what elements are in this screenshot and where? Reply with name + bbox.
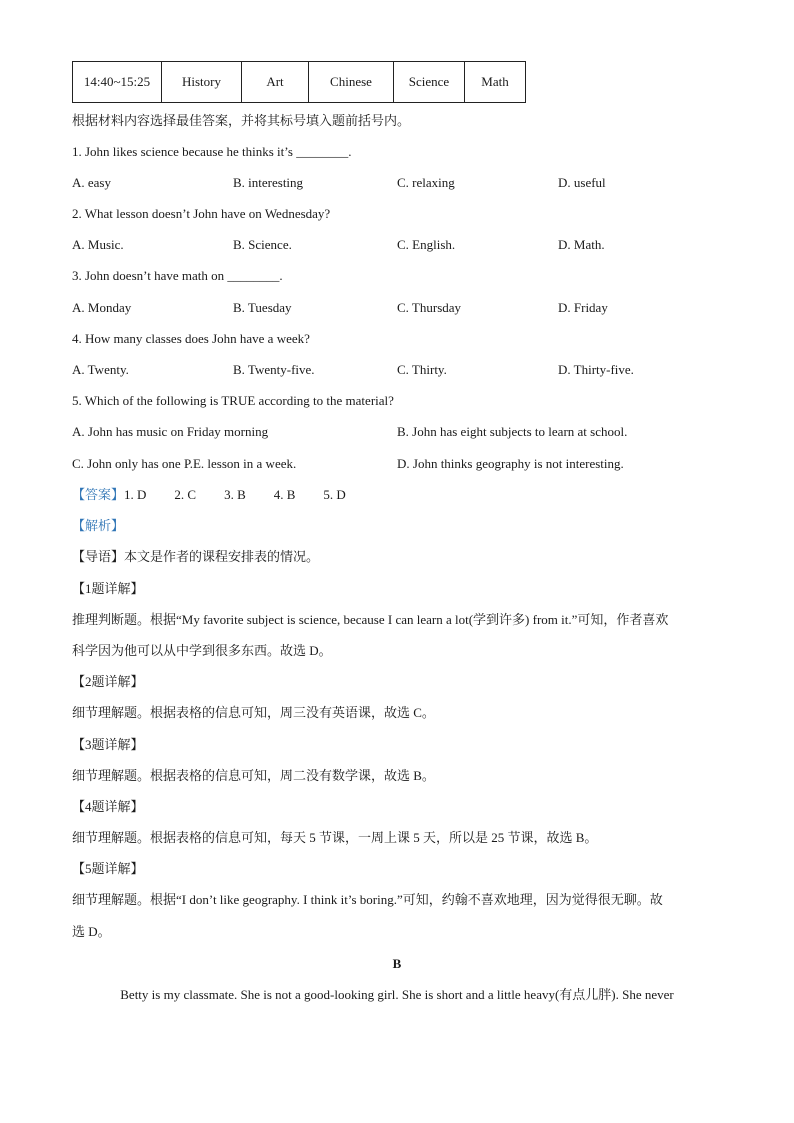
schedule-table	[72, 61, 526, 103]
answer-line	[72, 486, 346, 504]
question-stem: 3. John doesn’t have math on ________.	[72, 268, 283, 283]
answer-tag: 【答案】	[72, 487, 125, 502]
guide-text: 【导语】本文是作者的课程安排表的情况。	[72, 549, 320, 564]
option: D. useful	[558, 175, 606, 190]
option: A. easy	[72, 175, 111, 190]
option: D. Math.	[558, 237, 605, 252]
schedule-cell: Chinese	[309, 62, 394, 103]
answer-item: 1. D	[124, 487, 147, 502]
detail-heading: 【2题详解】	[72, 674, 144, 689]
option: B. Science.	[233, 237, 292, 252]
detail-text: 细节理解题。根据表格的信息可知，每天 5 节课，一周上课 5 天，所以是 25 节课，故选 B。	[72, 830, 598, 845]
schedule-row	[73, 62, 526, 103]
option: C. relaxing	[397, 175, 455, 190]
question-stem: 4. How many classes does John have a week?	[72, 331, 310, 346]
analysis-tag: 【解析】	[72, 518, 125, 533]
detail-text: 细节理解题。根据表格的信息可知，周二没有数学课，故选 B。	[72, 768, 435, 783]
detail-heading: 【3题详解】	[72, 737, 144, 752]
option: D. Thirty-five.	[558, 362, 634, 377]
instruction-text: 根据材料内容选择最佳答案，并将其标号填入题前括号内。	[72, 113, 411, 128]
schedule-cell: Science	[394, 62, 465, 103]
schedule-cell: History	[162, 62, 242, 103]
question-stem: 5. Which of the following is TRUE according to the material?	[72, 393, 394, 408]
option: B. John has eight subjects to learn at school.	[397, 424, 628, 439]
detail-text: 细节理解题。根据“I don’t like geography. I think it’s boring.”可知，约翰不喜欢地理，因为觉得很无聊。故	[72, 892, 663, 907]
schedule-cell: Art	[242, 62, 309, 103]
answer-item: 3. B	[224, 487, 246, 502]
option: B. Tuesday	[233, 300, 292, 315]
option: A. Monday	[72, 300, 132, 315]
passage-line: Betty is my classmate. She is not a good-looking girl. She is short and a little heavy(有点儿胖). She never	[120, 987, 674, 1002]
option: C. Thursday	[397, 300, 462, 315]
option: C. English.	[397, 237, 456, 252]
detail-text: 选 D。	[72, 924, 111, 939]
option: B. interesting	[233, 175, 304, 190]
option: A. John has music on Friday morning	[72, 424, 269, 439]
detail-text: 细节理解题。根据表格的信息可知，周三没有英语课，故选 C。	[72, 705, 435, 720]
detail-text: 推理判断题。根据“My favorite subject is science, because I can learn a lot(学到许多) from it.”可知，作者喜欢	[72, 612, 669, 627]
option: A. Music.	[72, 237, 124, 252]
option: C. John only has one P.E. lesson in a week.	[72, 456, 297, 471]
option: D. Friday	[558, 300, 608, 315]
question-stem: 1. John likes science because he thinks it’s ________.	[72, 144, 352, 159]
detail-heading: 【1题详解】	[72, 581, 144, 596]
answer-item: 2. C	[174, 487, 197, 502]
answer-item: 5. D	[323, 487, 346, 502]
option: C. Thirty.	[397, 362, 447, 377]
schedule-cell-time: 14:40~15:25	[73, 62, 162, 103]
detail-heading: 【4题详解】	[72, 799, 144, 814]
detail-heading: 【5题详解】	[72, 861, 144, 876]
detail-text: 科学因为他可以从中学到很多东西。故选 D。	[72, 643, 332, 658]
schedule-cell: Math	[465, 62, 526, 103]
section-label: B	[392, 956, 402, 971]
option: A. Twenty.	[72, 362, 129, 377]
answer-item: 4. B	[273, 487, 296, 502]
option: B. Twenty-five.	[233, 362, 315, 377]
option: D. John thinks geography is not interesting.	[397, 456, 624, 471]
question-stem: 2. What lesson doesn’t John have on Wednesday?	[72, 206, 331, 221]
